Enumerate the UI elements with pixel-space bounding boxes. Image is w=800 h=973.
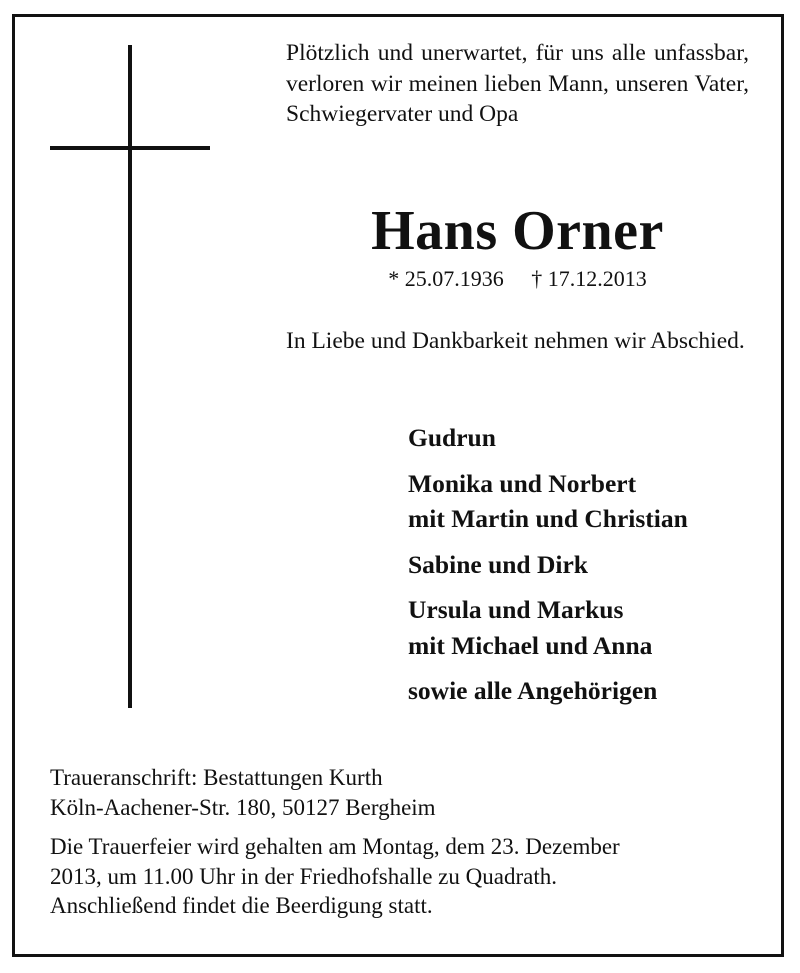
- ceremony-line: Die Trauerfeier wird gehalten am Montag, dem 23. Dezember: [50, 834, 620, 859]
- mourner-line: mit Michael und Anna: [408, 630, 653, 660]
- ceremony-info: [50, 832, 750, 921]
- mourner-line: Ursula und Markus: [408, 595, 624, 624]
- mourner-line: Monika und Norbert: [408, 468, 637, 498]
- mourners-list: [408, 420, 768, 719]
- mourner-line: Gudrun: [408, 423, 496, 452]
- ceremony-line: 2013, um 11.00 Uhr in der Friedhofshalle zu Quadrath.: [50, 863, 557, 889]
- mourner-entry: [408, 592, 768, 663]
- intro-text: Plötzlich und unerwartet, für uns alle unfassbar, verloren wir meinen lieben Mann, unseren Vater, Schwiegervater und Opa: [286, 40, 749, 127]
- deceased-name: Hans Orner: [371, 200, 664, 262]
- cross-vertical-bar: [128, 45, 132, 708]
- mourner-line: mit Martin und Christian: [408, 504, 688, 533]
- mourner-entry: [408, 547, 768, 583]
- mourner-line: sowie alle Angehörigen: [408, 676, 658, 705]
- mourner-entry: [408, 466, 768, 537]
- address-line: Traueranschrift: Bestattungen Kurth: [50, 765, 383, 790]
- life-dates: [286, 264, 749, 294]
- funeral-details: [50, 763, 750, 921]
- farewell-text: In Liebe und Dankbarkeit nehmen wir Abschied.: [286, 328, 745, 354]
- cross-horizontal-bar: [50, 146, 210, 150]
- mourning-address: [50, 763, 750, 822]
- ceremony-line: Anschließend findet die Beerdigung statt.: [50, 893, 433, 918]
- mourner-line: Sabine und Dirk: [408, 549, 588, 579]
- death-date: † 17.12.2013: [531, 266, 647, 291]
- mourner-entry: [408, 420, 768, 456]
- address-line: Köln-Aachener-Str. 180, 50127 Bergheim: [50, 794, 436, 820]
- mourner-entry: [408, 673, 768, 709]
- birth-date: * 25.07.1936: [388, 266, 504, 291]
